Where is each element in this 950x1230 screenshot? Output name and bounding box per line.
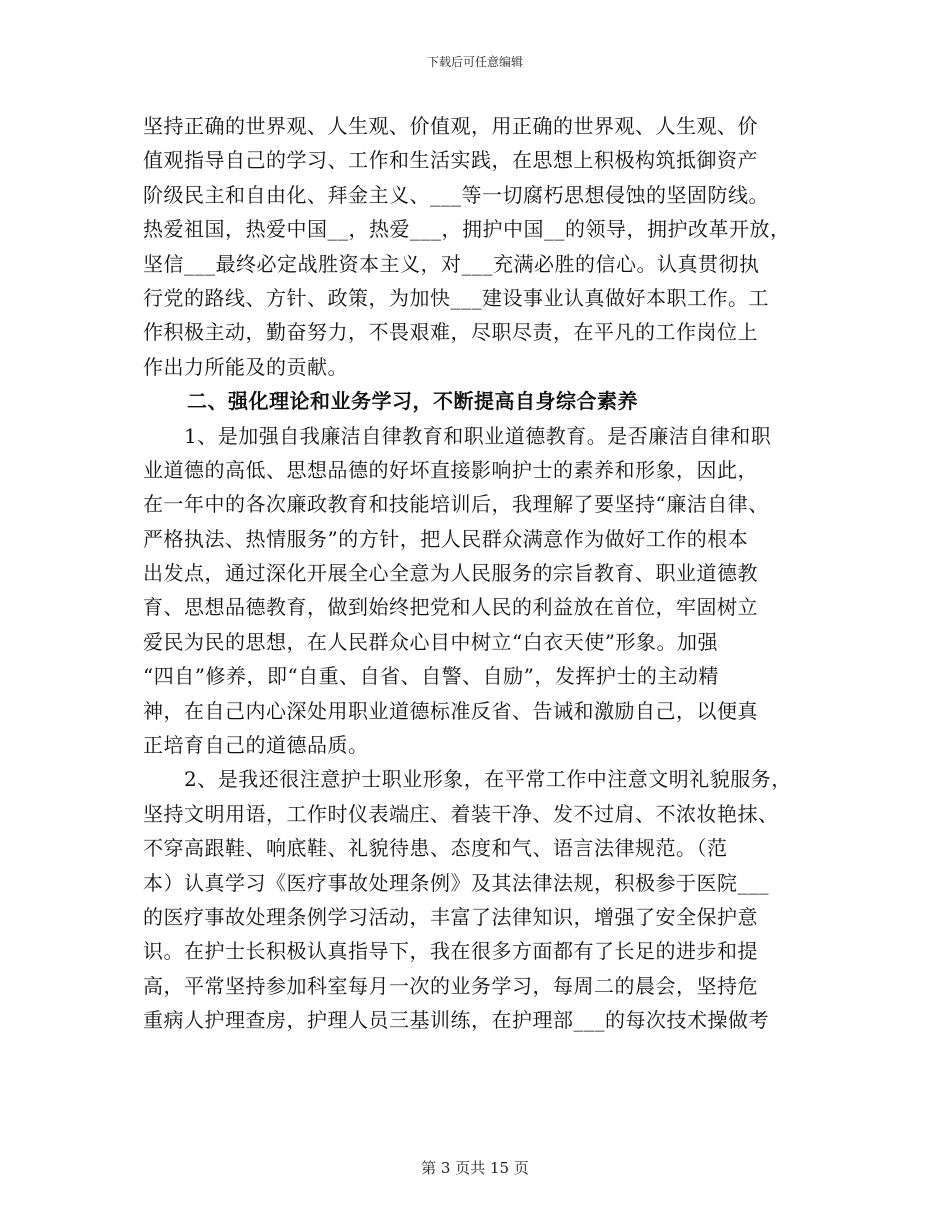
text-line: 业道德的高低、思想品德的好坏直接影响护士的素养和形象，因此，	[143, 457, 758, 482]
page-header: 下载后可任意编辑	[426, 55, 523, 69]
document-body	[143, 109, 823, 1038]
section-heading: 二、强化理论和业务学习，不断提高自身综合素养	[187, 389, 638, 414]
text-line: 行党的路线、方针、政策，为加快___建设事业认真做好本职工作。工	[143, 285, 769, 310]
text-line: 热爱祖国，热爱中国__，热爱___，拥护中国__的领导，拥护改革开放，	[143, 217, 791, 242]
text-line: 的医疗事故处理条例学习活动，丰富了法律知识，增强了安全保护意	[143, 904, 758, 929]
text-line: 坚持正确的世界观、人生观、价值观，用正确的世界观、人生观、价	[143, 114, 758, 138]
text-line: 阶级民主和自由化、拜金主义、___等一切腐朽思想侵蚀的坚固防线。	[143, 182, 769, 207]
page-footer: 第 3 页共 15 页	[421, 1159, 529, 1177]
text-line: 在一年中的各次廉政教育和技能培训后，我理解了要坚持“廉洁自律、	[143, 492, 769, 517]
text-line: 识。在护士长积极认真指导下，我在很多方面都有了长足的进步和提	[143, 939, 758, 964]
text-line: 高，平常坚持参加科室每月一次的业务学习，每周二的晨会，坚持危	[143, 973, 758, 998]
text-line: 1、是加强自我廉洁自律教育和职业道德教育。是否廉洁自律和职	[143, 423, 772, 448]
text-line: 重病人护理查房，护理人员三基训练，在护理部___的每次技术操做考	[143, 1008, 769, 1033]
text-line: 作出力所能及的贡献。	[143, 354, 348, 379]
text-line: 值观指导自己的学习、工作和生活实践，在思想上积极构筑抵御资产	[143, 148, 758, 173]
text-line: 2、是我还很注意护士职业形象，在平常工作中注意文明礼貌服务，	[143, 767, 792, 792]
text-line: 神，在自己内心深处用职业道德标准反省、告诫和激励自己，以便真	[143, 698, 758, 723]
text-line: “四自”修养，即“自重、自省、自警、自励”，发挥护士的主动精	[143, 664, 719, 689]
text-line: 坚信___最终必定战胜资本主义，对___充满必胜的信心。认真贯彻执	[143, 251, 760, 276]
text-line: 本）认真学习《医疗事故处理条例》及其法律法规，积极参于医院___	[143, 870, 769, 895]
text-line: 坚持文明用语，工作时仪表端庄、着装干净、发不过肩、不浓妆艳抹、	[143, 801, 779, 826]
text-line: 出发点，通过深化开展全心全意为人民服务的宗旨教育、职业道德教	[143, 561, 758, 586]
text-line: 严格执法、热情服务”的方针，把人民群众满意作为做好工作的根本	[143, 526, 749, 551]
text-line: 育、思想品德教育，做到始终把党和人民的利益放在首位，牢固树立	[143, 595, 758, 620]
text-line: 爱民为民的思想，在人民群众心目中树立“白衣天使”形象。加强	[143, 629, 718, 654]
text-line: 不穿高跟鞋、响底鞋、礼貌待患、态度和气、语言法律规范。（范	[143, 836, 728, 861]
text-line: 作积极主动，勤奋努力，不畏艰难，尽职尽责，在平凡的工作岗位上	[143, 320, 758, 345]
text-line: 正培育自己的道德品质。	[143, 733, 369, 758]
